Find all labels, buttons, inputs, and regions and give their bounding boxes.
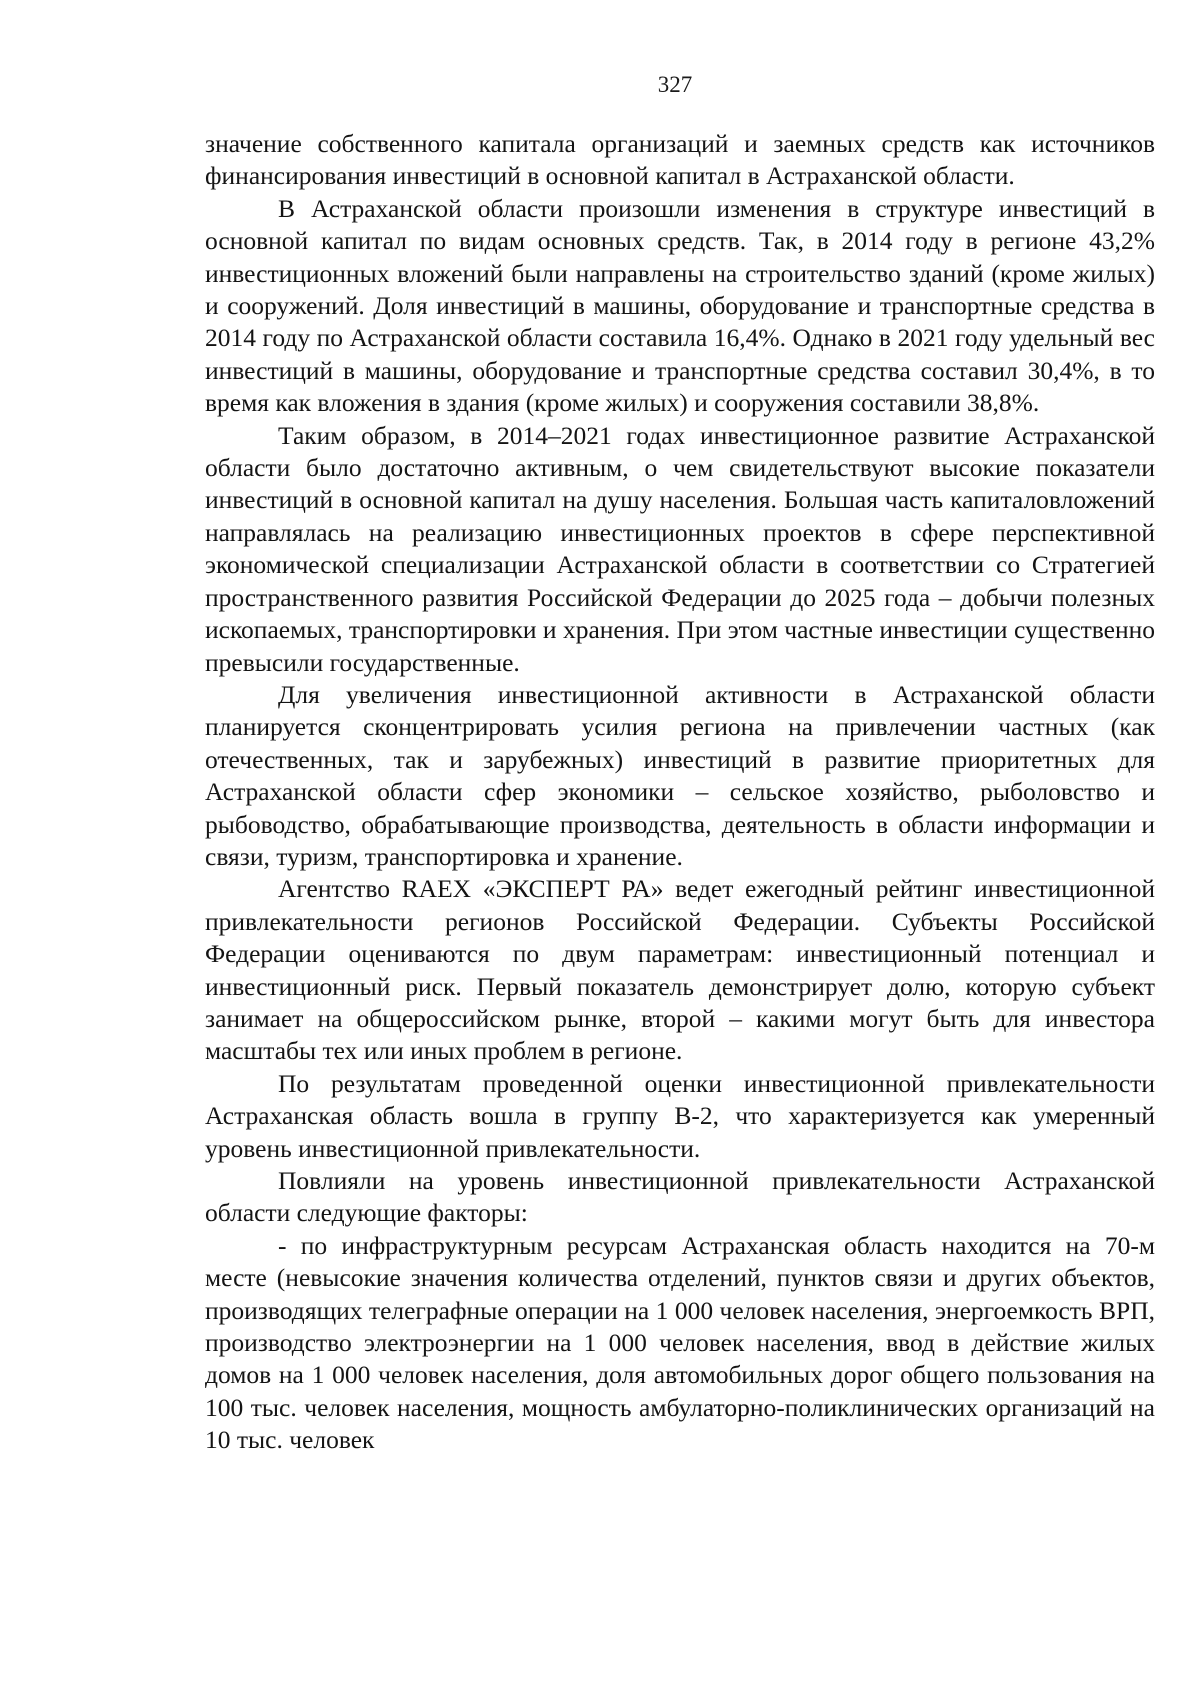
paragraph: По результатам проведенной оценки инвестиционной привлекательности Астраханская область вошла в группу В-2, что характеризуется как умеренный уровень инвестиционной привлекательности. xyxy=(205,1068,1155,1163)
paragraph: значение собственного капитала организаций и заемных средств как источников финансирования инвестиций в основной капитал в Астраханской области. xyxy=(205,129,1155,191)
paragraph-last: - по инфраструктурным ресурсам Астраханская область находится на 70-м месте (невысокие значения количества отделений, пунктов связи и других объектов, производящих телеграфные операции на 1 000 человек населения, энергоемкость ВРП, производство электроэнергии на 1 000 человек населения, ввод в действие жилых домов на 1 000 человек населения, доля автомобильных дорог общего пользования на 100 тыс. человек населения, мощность амбулаторно-поликлинических организаций на 10 тыс. человек xyxy=(205,1230,1155,1455)
paragraph: Агентство RAEX «ЭКСПЕРТ РА» ведет ежегодный рейтинг инвестиционной привлекательности регионов Российской Федерации. Субъекты Российской Федерации оцениваются по двум параметрам: инвестиционный потенциал и инвестиционный риск. Первый показатель демонстрирует долю, которую субъект занимает на общероссийском рынке, второй – какими могут быть для инвестора масштабы тех или иных проблем в регионе. xyxy=(205,874,1155,1066)
page-number: 327 xyxy=(657,72,693,97)
paragraph: Для увеличения инвестиционной активности в Астраханской области планируется сконцентрировать усилия региона на привлечении частных (как отечественных, так и зарубежных) инвестиций в развитие приоритетных для Астраханской области сфер экономики – сельское хозяйство, рыболовство и рыбоводство, обрабатывающие производства, деятельность в области информации и связи, туризм, транспортировка и хранение. xyxy=(205,679,1155,871)
body-text xyxy=(205,128,1155,1457)
paragraph: В Астраханской области произошли изменения в структуре инвестиций в основной капитал по видам основных средств. Так, в 2014 году в регионе 43,2% инвестиционных вложений были направлены на строительство зданий (кроме жилых) и сооружений. Доля инвестиций в машины, оборудование и транспортные средства в 2014 году по Астраханской области составила 16,4%. Однако в 2021 году удельный вес инвестиций в машины, оборудование и транспортные средства составил 30,4%, в то время как вложения в здания (кроме жилых) и сооружения составили 38,8%. xyxy=(205,193,1155,418)
paragraph: Таким образом, в 2014–2021 годах инвестиционное развитие Астраханской области было достаточно активным, о чем свидетельствуют высокие показатели инвестиций в основной капитал на душу населения. Большая часть капиталовложений направлялась на реализацию инвестиционных проектов в сфере перспективной экономической специализации Астраханской области в соответствии со Стратегией пространственного развития Российской Федерации до 2025 года – добычи полезных ископаемых, транспортировки и хранения. При этом частные инвестиции существенно превысили государственные. xyxy=(205,420,1155,677)
paragraph: Повлияли на уровень инвестиционной привлекательности Астраханской области следующие факторы: xyxy=(205,1166,1155,1228)
